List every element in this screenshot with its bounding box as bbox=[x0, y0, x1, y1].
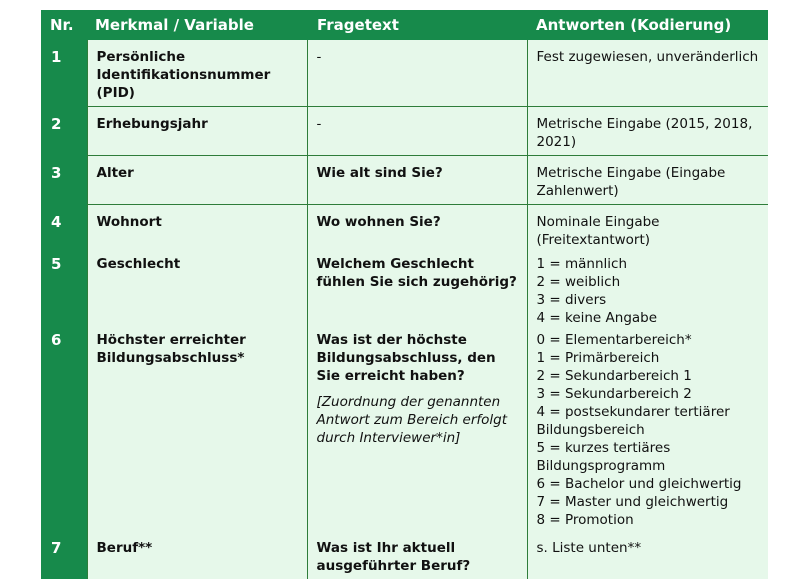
row-variable: Erhebungsjahr bbox=[87, 107, 307, 156]
answer-line: 1 = männlich bbox=[536, 256, 627, 272]
table-row bbox=[41, 329, 768, 531]
row-answers bbox=[527, 40, 768, 107]
header-question: Fragetext bbox=[307, 10, 527, 40]
row-question: Wie alt sind Sie? bbox=[307, 156, 527, 205]
answer-line: 0 = Elementarbereich* bbox=[536, 332, 692, 348]
row-variable: Persönliche Identifikationsnummer (PID) bbox=[87, 40, 307, 107]
row-number: 2 bbox=[41, 107, 87, 156]
answer-line: s. Liste unten** bbox=[536, 540, 642, 556]
table-row bbox=[41, 205, 768, 254]
header-row bbox=[41, 10, 768, 40]
row-question: - bbox=[307, 40, 527, 107]
row-answers bbox=[527, 107, 768, 156]
row-number: 7 bbox=[41, 531, 87, 579]
row-variable: Geschlecht bbox=[87, 253, 307, 329]
row-number: 4 bbox=[41, 205, 87, 254]
row-question: Was ist Ihr aktuell ausgeführter Beruf? bbox=[307, 531, 527, 579]
row-number: 3 bbox=[41, 156, 87, 205]
row-answers bbox=[527, 253, 768, 329]
answer-line: Fest zugewiesen, unveränderlich bbox=[536, 49, 759, 65]
row-answers bbox=[527, 156, 768, 205]
table-row bbox=[41, 531, 768, 579]
answer-line: 3 = divers bbox=[536, 292, 607, 308]
row-variable: Beruf** bbox=[87, 531, 307, 579]
answer-line: 4 = postsekundarer tertiärer Bildungsbereich bbox=[536, 404, 730, 438]
row-variable: Alter bbox=[87, 156, 307, 205]
row-answers bbox=[527, 329, 768, 531]
question-text: Was ist der höchste Bildungsabschluss, den Sie erreicht haben? bbox=[316, 332, 496, 384]
table-row bbox=[41, 40, 768, 107]
answer-line: 2 = Sekundarbereich 1 bbox=[536, 368, 692, 384]
header-answers: Antworten (Kodierung) bbox=[527, 10, 768, 40]
answer-line: Metrische Eingabe (2015, 2018, 2021) bbox=[536, 116, 753, 150]
codebook-table bbox=[41, 10, 768, 579]
answer-line: 6 = Bachelor und gleichwertig bbox=[536, 476, 742, 492]
row-variable: Höchster erreichter Bildungsabschluss* bbox=[87, 329, 307, 531]
row-question bbox=[307, 329, 527, 531]
answer-line: 3 = Sekundarbereich 2 bbox=[536, 386, 692, 402]
row-number: 1 bbox=[41, 40, 87, 107]
answer-line: 8 = Promotion bbox=[536, 512, 634, 528]
answer-line: 1 = Primärbereich bbox=[536, 350, 660, 366]
row-variable: Wohnort bbox=[87, 205, 307, 254]
row-question: Welchem Geschlecht fühlen Sie sich zugehörig? bbox=[307, 253, 527, 329]
row-number: 6 bbox=[41, 329, 87, 531]
table-row bbox=[41, 107, 768, 156]
answer-line: 5 = kurzes tertiäres Bildungsprogramm bbox=[536, 440, 671, 474]
row-question: Wo wohnen Sie? bbox=[307, 205, 527, 254]
table-row bbox=[41, 253, 768, 329]
answer-line: Metrische Eingabe (Eingabe Zahlenwert) bbox=[536, 165, 726, 199]
answer-line: Nominale Eingabe (Freitextantwort) bbox=[536, 214, 660, 248]
header-variable: Merkmal / Variable bbox=[87, 10, 307, 40]
header-nr: Nr. bbox=[41, 10, 87, 40]
row-answers bbox=[527, 205, 768, 254]
answer-line: 2 = weiblich bbox=[536, 274, 621, 290]
question-note: [Zuordnung der genannten Antwort zum Bereich erfolgt durch Interviewer*in] bbox=[316, 394, 508, 446]
row-number: 5 bbox=[41, 253, 87, 329]
codebook-table-container bbox=[41, 10, 768, 574]
answer-line: 4 = keine Angabe bbox=[536, 310, 658, 326]
row-question: - bbox=[307, 107, 527, 156]
table-row bbox=[41, 156, 768, 205]
row-answers bbox=[527, 531, 768, 579]
answer-line: 7 = Master und gleichwertig bbox=[536, 494, 729, 510]
